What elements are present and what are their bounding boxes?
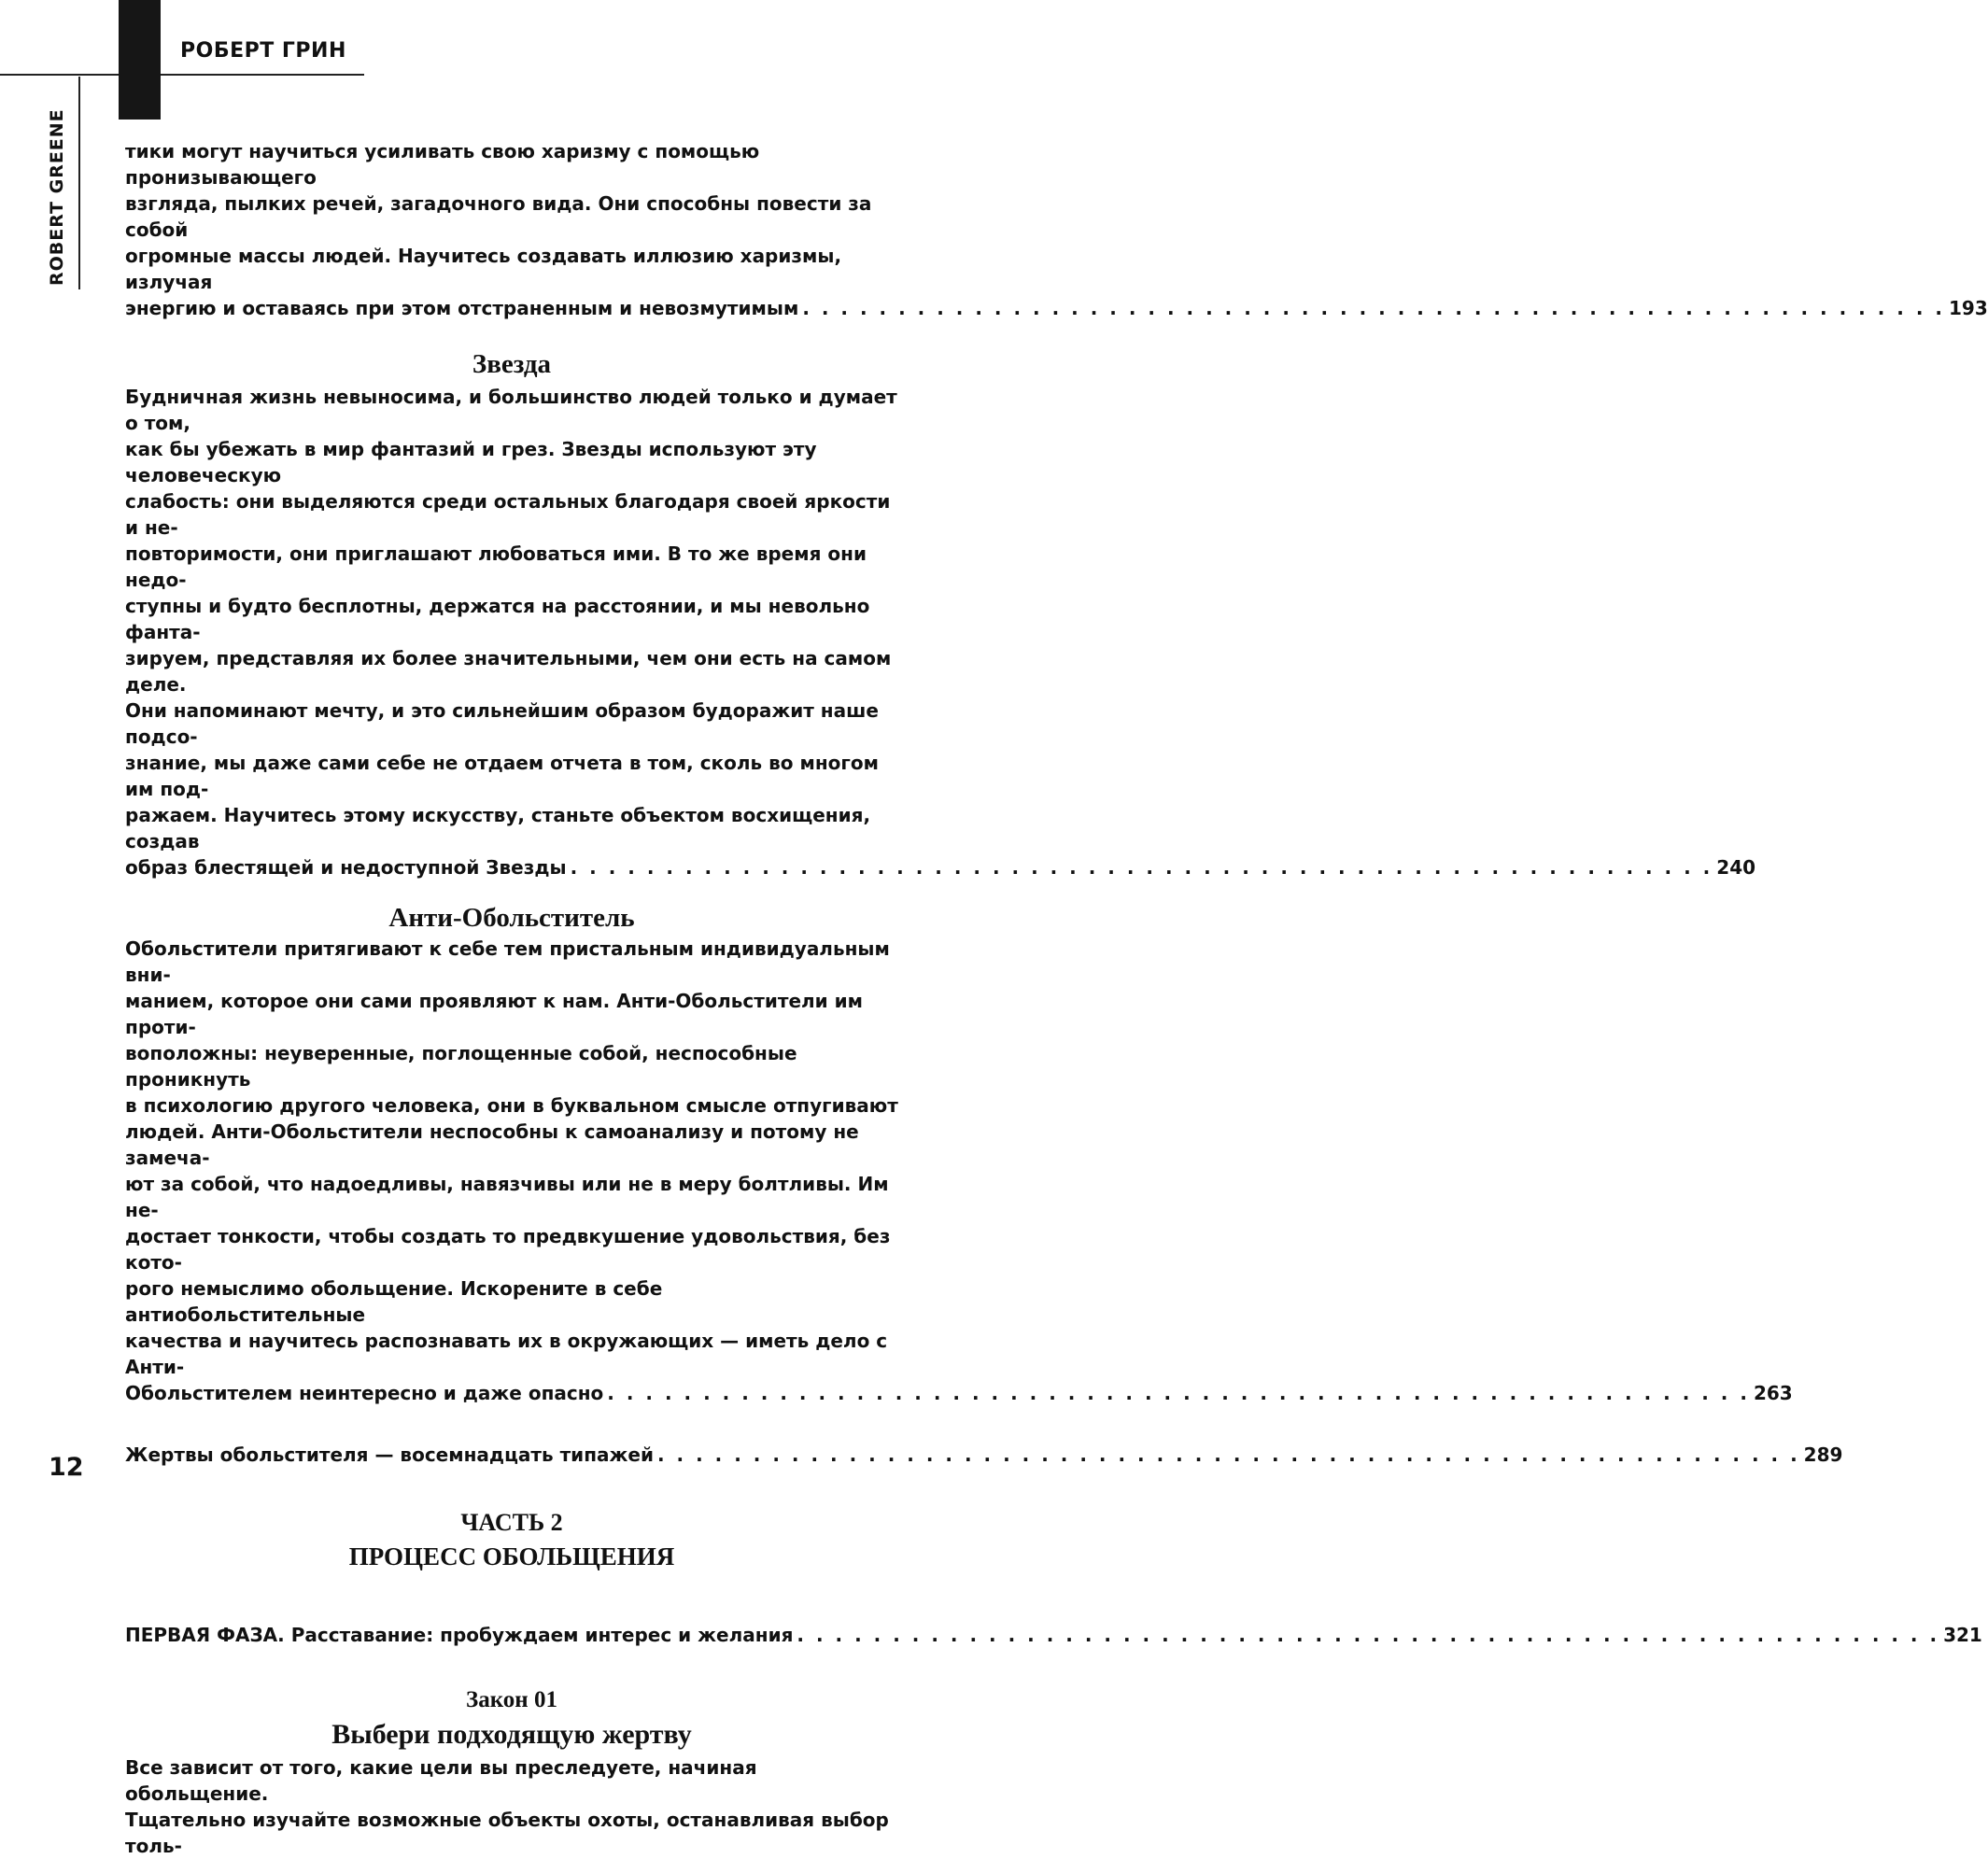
side-rule xyxy=(78,77,80,289)
leader-dots: . . . . . . . . . . . . . . . . . . . . . . . . . . . . . . . . . . . . . . . . . . . . . . . . . . . . . . . . . . . . xyxy=(802,297,1945,319)
running-head: РОБЕРТ ГРИН xyxy=(180,39,346,63)
part-title: ПРОЦЕСС ОБОЛЬЩЕНИЯ xyxy=(348,1542,675,1570)
toc-entry-charismatic xyxy=(125,138,1988,321)
body-line: тики могут научиться усиливать свою харизму с помощью пронизывающего xyxy=(125,140,760,189)
body-line: взгляда, пылких речей, загадочного вида. Они способны повести за собой xyxy=(125,192,872,241)
toc-page-number: 240 xyxy=(1716,856,1756,879)
body-line: рого немыслимо обольщение. Искорените в себе антиобольстительные xyxy=(125,1277,663,1326)
body-line: людей. Анти-Обольстители неспособны к самоанализу и потому не замеча- xyxy=(125,1120,859,1169)
section-title: Анти-Обольститель xyxy=(388,903,635,933)
toc-page-number: 289 xyxy=(1803,1444,1843,1466)
toc-entry-anti-seducer xyxy=(125,903,1793,1406)
body-line: манием, которое они сами проявляют к нам. Анти-Обольстители им проти- xyxy=(125,990,864,1038)
toc-entry-text: образ блестящей и недоступной Звезды xyxy=(125,856,567,879)
toc-entry-law-01 xyxy=(125,1687,898,1859)
toc-entry-text: энергию и оставаясь при этом отстраненным и невозмутимым xyxy=(125,297,799,319)
toc-page-number: 321 xyxy=(1943,1624,1982,1646)
toc-page-number: 263 xyxy=(1753,1382,1793,1404)
body-line: как бы убежать в мир фантазий и грез. Звезды используют эту человеческую xyxy=(125,438,817,486)
toc-page-number: 193 xyxy=(1948,297,1988,319)
leader-dots: . . . . . . . . . . . . . . . . . . . . . . . . . . . . . . . . . . . . . . . . . . . . . . . . . . . . . . . . . . . . xyxy=(570,856,1713,879)
side-author-label: ROBERT GREENE xyxy=(47,108,67,286)
body-line: зируем, представляя их более значительными, чем они есть на самом деле. xyxy=(125,647,892,696)
body-line: Будничная жизнь невыносима, и большинство людей только и думает о том, xyxy=(125,386,897,434)
leader-dots: . . . . . . . . . . . . . . . . . . . . . . . . . . . . . . . . . . . . . . . . . . . . . . . . . . . . . . . . . . . . xyxy=(607,1382,1750,1404)
body-line: ступны и будто бесплотны, держатся на расстоянии, и мы невольно фанта- xyxy=(125,595,870,643)
toc-entry-text: ПЕРВАЯ ФАЗА. Расставание: пробуждаем интерес и желания xyxy=(125,1624,794,1646)
body-line: повторимости, они приглашают любоваться ими. В то же время они недо- xyxy=(125,542,867,591)
part-label: ЧАСТЬ 2 xyxy=(460,1509,563,1536)
contents-body xyxy=(125,138,1988,1859)
body-line: достает тонкости, чтобы создать то предвкушение удовольствия, без кото- xyxy=(125,1225,891,1274)
body-line: качества и научитесь распознавать их в окружающих — иметь дело с Анти- xyxy=(125,1330,888,1378)
body-line: Обольстители притягивают к себе тем пристальным индивидуальным вни- xyxy=(125,937,890,986)
toc-entry-phase-one xyxy=(125,1622,1982,1648)
toc-entry-line xyxy=(125,1380,1793,1406)
body-line: в психологию другого человека, они в буквальном смысле отпугивают xyxy=(125,1094,898,1117)
toc-entry-star xyxy=(125,349,1756,880)
toc-entry-text: Обольстителем неинтересно и даже опасно xyxy=(125,1382,604,1404)
section-title: Звезда xyxy=(472,349,552,379)
body-line: воположны: неуверенные, поглощенные собой, неспособные проникнуть xyxy=(125,1042,797,1091)
leader-dots: . . . . . . . . . . . . . . . . . . . . . . . . . . . . . . . . . . . . . . . . . . . . . . . . . . . . . . . . . . . . xyxy=(657,1444,1800,1466)
body-line: слабость: они выделяются среди остальных благодаря своей яркости и не- xyxy=(125,490,891,539)
toc-entry-line xyxy=(125,854,1756,880)
toc-entry-text: Жертвы обольстителя — восемнадцать типажей xyxy=(125,1444,654,1466)
law-title: Выбери подходящую жертву xyxy=(331,1719,692,1750)
part-heading xyxy=(125,1509,898,1571)
law-label: Закон 01 xyxy=(466,1687,557,1712)
body-line: ражаем. Научитесь этому искусству, станьте объектом восхищения, создав xyxy=(125,804,871,852)
header-rule xyxy=(0,74,364,76)
body-line: Все зависит от того, какие цели вы преследуете, начиная обольщение. xyxy=(125,1756,757,1805)
toc-entry-line xyxy=(125,295,1988,321)
body-line: ют за собой, что надоедливы, навязчивы или не в меру болтливы. Им не- xyxy=(125,1173,889,1221)
body-line: Они напоминают мечту, и это сильнейшим образом будоражит наше подсо- xyxy=(125,699,879,748)
page-number: 12 xyxy=(49,1453,84,1482)
toc-entry-victims xyxy=(125,1442,1843,1468)
header-black-bar xyxy=(119,0,161,120)
body-line: огромные массы людей. Научитесь создавать иллюзию харизмы, излучая xyxy=(125,245,842,293)
leader-dots: . . . . . . . . . . . . . . . . . . . . . . . . . . . . . . . . . . . . . . . . . . . . . . . . . . . . . . . . . . . . xyxy=(797,1624,1940,1646)
body-line: Тщательно изучайте возможные объекты охоты, останавливая выбор толь- xyxy=(125,1809,889,1857)
body-line: знание, мы даже сами себе не отдаем отчета в том, сколь во многом им под- xyxy=(125,752,879,800)
